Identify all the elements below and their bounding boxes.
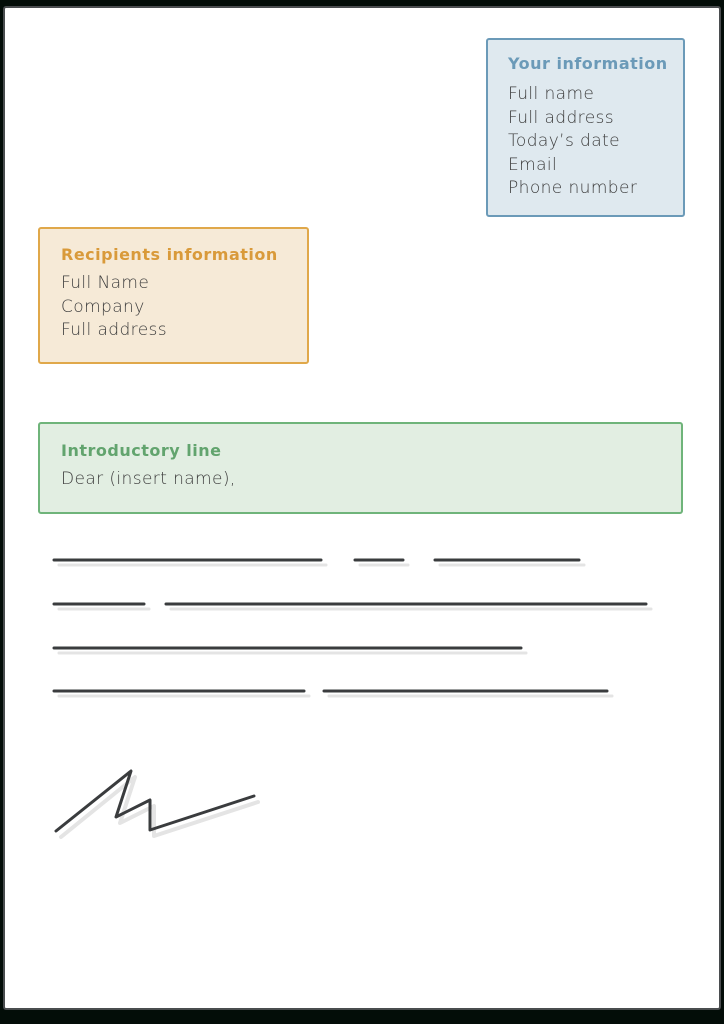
signature-icon	[56, 771, 258, 837]
your-full-name: Full name	[508, 84, 595, 104]
your-phone-number: Phone number	[508, 178, 638, 198]
your-full-address: Full address	[508, 107, 615, 128]
text-lines	[54, 560, 646, 691]
introductory-line-title: Introductory line	[61, 441, 222, 460]
recipient-full-address: Full address	[61, 320, 168, 340]
recipient-company: Company	[61, 296, 145, 317]
salutation-text: Dear (insert name),	[61, 469, 236, 489]
text-line-shadows	[59, 565, 651, 696]
recipients-information-title: Recipients information	[61, 245, 278, 264]
todays-date: Today’s date	[508, 131, 620, 151]
recipient-full-name: Full Name	[61, 273, 150, 293]
your-information-title: Your information	[508, 54, 668, 73]
your-email: Email	[508, 154, 558, 175]
